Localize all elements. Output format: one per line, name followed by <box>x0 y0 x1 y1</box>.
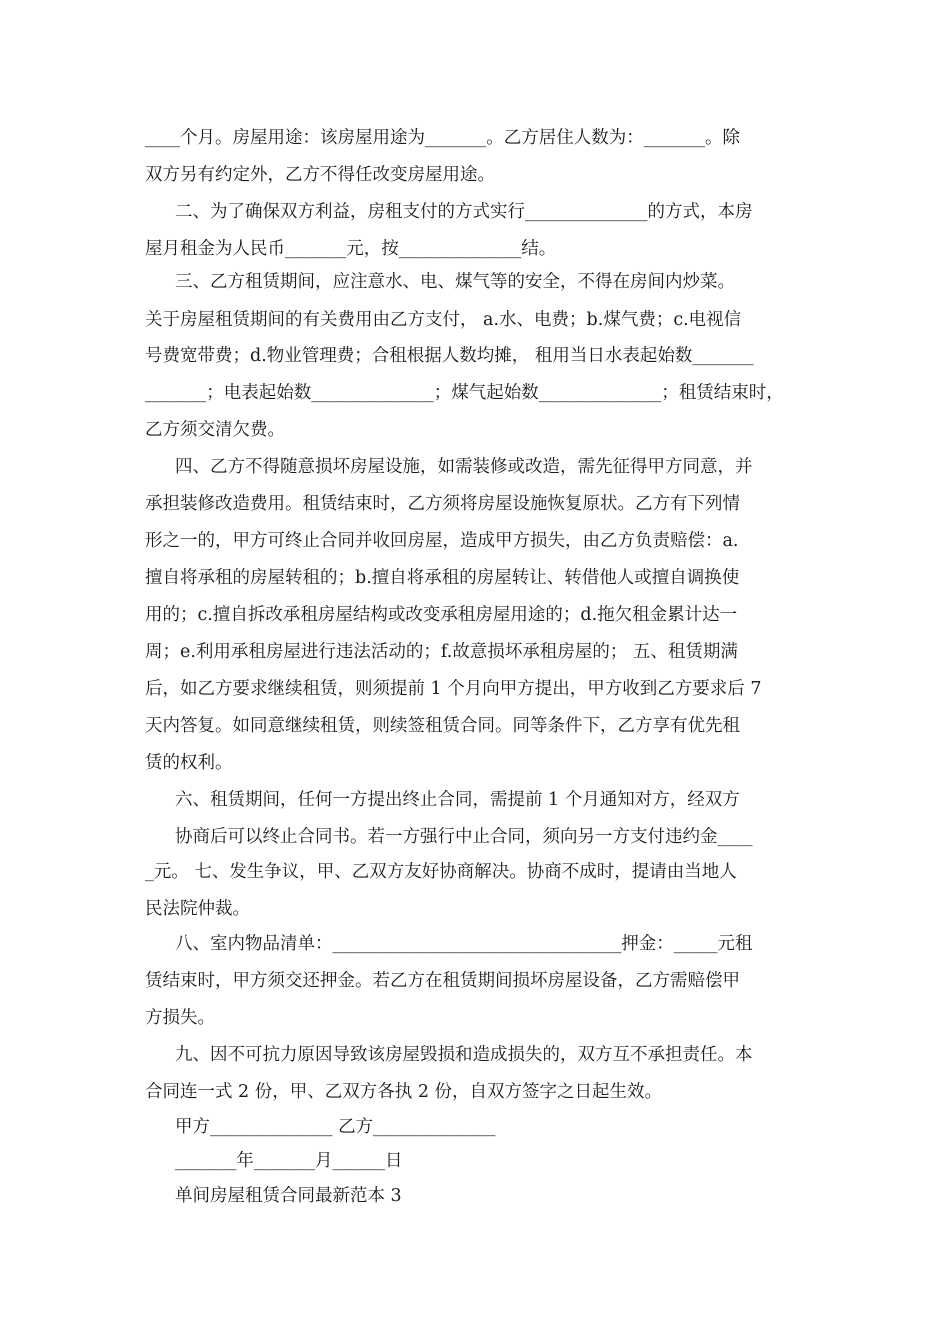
text-line: 赁的权利。 <box>145 753 233 773</box>
text-line: 屋月租金为人民币_______元，按______________结。 <box>145 239 557 259</box>
text-line: 九、因不可抗力原因导致该房屋毁损和造成损失的，双方互不承担责任。本 <box>175 1045 753 1065</box>
text-line: 双方另有约定外，乙方不得任改变房屋用途。 <box>145 165 495 185</box>
text-line: 六、租赁期间，任何一方提出终止合同，需提前 1 个月通知对方，经双方 <box>175 790 740 810</box>
text-line: 乙方须交清欠费。 <box>145 420 285 440</box>
signature-line: 甲方______________ 乙方______________ <box>175 1117 496 1137</box>
text-line: 二、为了确保双方利益，房租支付的方式实行______________的方式，本房 <box>175 202 753 222</box>
text-line: 擅自将承租的房屋转租的；b.擅自将承租的房屋转让、转借他人或擅自调换使 <box>145 568 740 588</box>
text-line: 号费宽带费；d.物业管理费；合租根据人数均摊， 租用当日水表起始数_______ <box>145 346 754 366</box>
text-line: 周；e.利用承租房屋进行违法活动的；f.故意损坏承租房屋的； 五、租赁期满 <box>145 642 738 662</box>
text-line: 八、室内物品清单：_________________________________押金：_____元租 <box>175 934 753 954</box>
text-line: 形之一的，甲方可终止合同并收回房屋，造成甲方损失，由乙方负责赔偿：a. <box>145 531 739 551</box>
text-line: 关于房屋租赁期间的有关费用由乙方支付， a.水、电费；b.煤气费；c.电视信 <box>145 310 742 330</box>
text-line: 四、乙方不得随意损坏房屋设施，如需装修或改造，需先征得甲方同意，并 <box>175 457 753 477</box>
text-line: _______；电表起始数______________；煤气起始数______________；租赁结束时， <box>145 383 784 403</box>
text-line: 赁结束时，甲方须交还押金。若乙方在租赁期间损坏房屋设备，乙方需赔偿甲 <box>145 971 740 991</box>
text-line: 协商后可以终止合同书。若一方强行中止合同，须向另一方支付违约金____ <box>175 827 753 847</box>
text-line: 后，如乙方要求继续租赁，则须提前 1 个月向甲方提出，甲方收到乙方要求后 7 <box>145 679 762 699</box>
text-line: 三、乙方租赁期间，应注意水、电、煤气等的安全，不得在房间内炒菜。 <box>175 272 735 292</box>
section-title: 单间房屋租赁合同最新范本 3 <box>175 1186 402 1206</box>
date-line: _______年_______月______日 <box>175 1151 403 1171</box>
text-line: 方损失。 <box>145 1008 215 1028</box>
text-line: 天内答复。如同意继续租赁，则续签租赁合同。同等条件下，乙方享有优先租 <box>145 716 740 736</box>
text-line: 用的；c.擅自拆改承租房屋结构或改变承租房屋用途的；d.拖欠租金累计达一 <box>145 605 738 625</box>
text-line: _元。 七、发生争议，甲、乙双方友好协商解决。协商不成时，提请由当地人 <box>145 862 737 882</box>
text-line: 合同连一式 2 份，甲、乙双方各执 2 份，自双方签字之日起生效。 <box>145 1082 663 1102</box>
text-line: 民法院仲裁。 <box>145 899 250 919</box>
text-line: ____个月。房屋用途：该房屋用途为_______。乙方居住人数为：_______。除 <box>145 128 740 148</box>
text-line: 承担装修改造费用。租赁结束时，乙方须将房屋设施恢复原状。乙方有下列情 <box>145 494 740 514</box>
